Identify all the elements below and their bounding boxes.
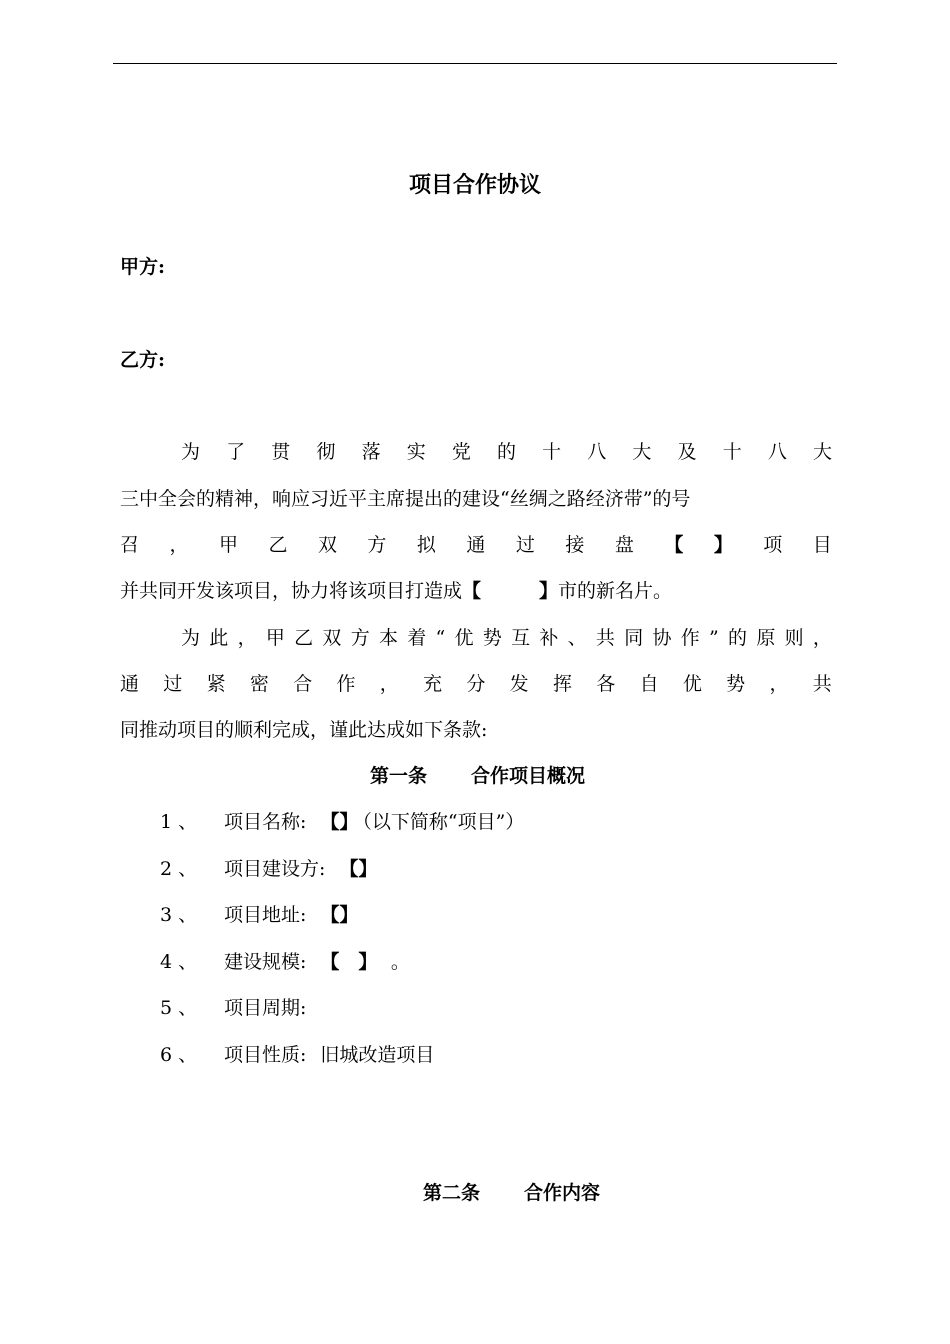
header-rule: [113, 63, 837, 64]
list-item: [160, 1042, 434, 1068]
char: 落: [361, 441, 381, 463]
item-bracket: 【 】: [320, 950, 368, 973]
article1-number: 第一条: [370, 765, 428, 787]
char: 同: [624, 627, 644, 649]
char: 通: [120, 673, 140, 695]
item-number: 6 、: [160, 1043, 198, 1066]
char: ”: [709, 627, 719, 649]
char: 为: [181, 441, 201, 463]
char: ，: [379, 673, 399, 695]
item-bracket: 【】: [339, 857, 378, 880]
item-label: 项目性质:: [224, 1043, 307, 1066]
char: 过: [515, 534, 535, 556]
char: 彻: [316, 441, 336, 463]
char: 八: [587, 441, 607, 463]
item-number: 2 、: [160, 857, 198, 880]
item-bracket: 【】: [320, 811, 359, 833]
party-b-label: 乙方:: [120, 349, 166, 371]
char: 乙: [268, 534, 288, 556]
char: ，: [812, 627, 832, 649]
char: 召: [120, 534, 140, 556]
char: 原: [756, 627, 776, 649]
char: 则: [784, 627, 804, 649]
item-number: 1 、: [160, 811, 198, 833]
item-value: （以下简称“项目”）: [362, 811, 525, 833]
char: 分: [466, 673, 486, 695]
item-number: 4 、: [160, 950, 198, 973]
para1-line4-text: 并共同开发该项目，协力将该项目打造成: [120, 580, 463, 602]
char: 过: [163, 673, 183, 695]
char: 甲: [265, 627, 285, 649]
char: 各: [596, 673, 616, 695]
char: 党: [451, 441, 471, 463]
char: 双: [322, 627, 342, 649]
char: 八: [767, 441, 787, 463]
document-title: 项目合作协议: [408, 172, 541, 198]
char: 实: [406, 441, 426, 463]
char: ，: [237, 627, 257, 649]
char: 此: [209, 627, 229, 649]
char: 着: [407, 627, 427, 649]
list-item: [160, 902, 358, 928]
char: 双: [317, 534, 337, 556]
para1-line2: 三中全会的精神，响应习近平主席提出的建设“丝绸之路经济带”的号: [120, 488, 691, 510]
char: 方: [367, 534, 387, 556]
char: 了: [226, 441, 246, 463]
char: 盘: [614, 534, 634, 556]
char: 及: [677, 441, 697, 463]
list-item: [160, 856, 377, 882]
party-a-label: 甲方:: [120, 256, 166, 278]
char: 的: [728, 627, 748, 649]
char: 密: [249, 673, 269, 695]
article2-heading: [423, 1180, 600, 1206]
char: 共: [595, 627, 615, 649]
char: 通: [466, 534, 486, 556]
para1-line4-end: 市的新名片。: [558, 580, 673, 602]
char: 势: [482, 627, 502, 649]
char: 贯: [271, 441, 291, 463]
item-value: 旧城改造项目: [320, 1043, 435, 1066]
item-number: 5 、: [160, 997, 198, 1019]
char: 充: [423, 673, 443, 695]
item-label: 建设规模:: [224, 950, 307, 973]
char: 接: [565, 534, 585, 556]
char: ，: [169, 534, 189, 556]
char: 补: [539, 627, 559, 649]
char: 拟: [416, 534, 436, 556]
char: 的: [496, 441, 516, 463]
char: “: [435, 627, 446, 649]
char: 作: [336, 673, 356, 695]
item-bracket: 【】: [320, 904, 359, 926]
char: 发: [509, 673, 529, 695]
item-label: 项目周期:: [224, 997, 307, 1019]
item-label: 项目建设方:: [224, 857, 326, 880]
char: 项: [763, 534, 783, 556]
para2-line1: [181, 625, 832, 651]
article1-heading: [370, 763, 585, 789]
char: 】: [713, 534, 733, 556]
char: 目: [812, 534, 832, 556]
char: 优: [454, 627, 474, 649]
char: 协: [652, 627, 672, 649]
item-number: 3 、: [160, 904, 198, 926]
char: 作: [680, 627, 700, 649]
list-item: [160, 995, 306, 1021]
list-item: [160, 949, 410, 975]
char: 互: [511, 627, 531, 649]
article1-name: 合作项目概况: [471, 765, 586, 787]
para2-line3: 同推动项目的顺利完成，谨此达成如下条款:: [120, 719, 488, 741]
char: 乙: [294, 627, 314, 649]
list-item: [160, 809, 524, 835]
item-value: 。: [371, 950, 410, 973]
char: 本: [378, 627, 398, 649]
char: 、: [567, 627, 587, 649]
para1-line1: [181, 439, 832, 465]
para2-line2: [120, 671, 832, 697]
item-label: 项目地址:: [224, 904, 307, 926]
char: 甲: [218, 534, 238, 556]
char: 十: [722, 441, 742, 463]
char: 【: [664, 534, 684, 556]
char: 紧: [206, 673, 226, 695]
char: 合: [293, 673, 313, 695]
char: 方: [350, 627, 370, 649]
char: 大: [632, 441, 652, 463]
article2-number: 第二条: [423, 1182, 481, 1204]
char: 势: [726, 673, 746, 695]
para1-line4: [120, 578, 832, 604]
char: 自: [639, 673, 659, 695]
char: 十: [542, 441, 562, 463]
char: 挥: [552, 673, 572, 695]
char: ，: [769, 673, 789, 695]
city-bracket-close: 】: [539, 580, 559, 602]
item-label: 项目名称:: [224, 811, 307, 833]
char: 优: [682, 673, 702, 695]
char: 为: [181, 627, 201, 649]
char: 大: [812, 441, 832, 463]
city-bracket-open: 【: [462, 580, 482, 602]
article2-name: 合作内容: [524, 1182, 601, 1204]
para1-line3: [120, 532, 832, 558]
char: 共: [812, 673, 832, 695]
